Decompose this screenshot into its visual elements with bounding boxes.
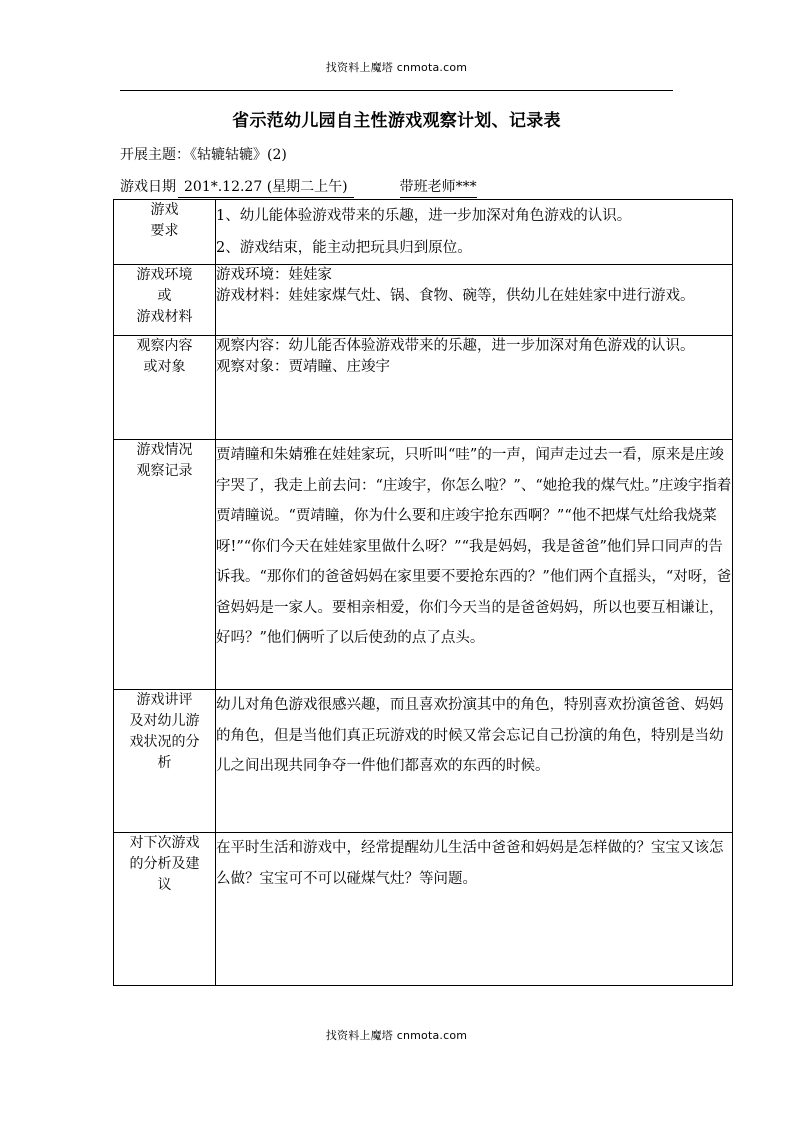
row-content [216,265,733,336]
theme-value: 《轱辘轱辘》(2) [190,147,287,163]
table-row [114,265,733,336]
table-row [114,440,733,690]
page-header: 找资料上魔塔 cnmota.com [325,61,468,74]
content-paragraph: 观察内容：幼儿能否体验游戏带来的乐趣，进一步加深对角色游戏的认识。 [216,338,695,354]
header-rule [120,90,673,91]
label-line: 议 [157,877,172,893]
content-paragraph: 游戏环境：娃娃家 [216,267,332,283]
content-paragraph: 观察对象：贾靖瞳、庄竣宇 [216,359,390,375]
label-line: 戏状况的分 [129,734,200,750]
label-line: 观察内容 [136,338,193,354]
label-line: 析 [157,755,172,771]
row-content [216,200,733,265]
observation-table [113,199,733,986]
theme-label: 开展主题： [120,147,190,163]
theme-line [120,144,287,164]
label-line: 游戏讲评 [136,692,193,708]
content-paragraph: 幼儿对角色游戏很感兴趣，而且喜欢扮演其中的角色，特别喜欢扮演爸爸、妈妈的角色，但是当他们真正玩游戏的时候又常会忘记自己扮演的角色，特别是当幼儿之间出现共同争夺一件他们都喜欢的东西的时候。 [216,697,724,774]
row-content [216,690,733,833]
label-line: 要求 [150,223,179,239]
table-row [114,690,733,833]
label-line: 对下次游戏 [129,835,200,851]
teacher-field: 带班老师*** [400,176,477,198]
date-label: 游戏日期 [120,179,176,195]
row-label [114,265,216,336]
row-label [114,440,216,690]
content-paragraph: 在平时生活和游戏中，经常提醒幼儿生活中爸爸和妈妈是怎样做的？宝宝又该怎么做？宝宝可不可以碰煤气灶？等问题。 [216,840,724,887]
row-label [114,833,216,986]
label-line: 游戏环境 [136,267,193,283]
page-footer: 找资料上魔塔 cnmota.com [325,1029,468,1042]
label-line: 游戏材料 [136,309,193,325]
document-title: 省示范幼儿园自主性游戏观察计划、记录表 [232,111,561,131]
label-line: 观察记录 [136,463,193,479]
date-value: 201*.12.27 (星期二上午) [178,176,354,198]
label-line: 游戏 [150,202,179,218]
content-paragraph: 游戏材料：娃娃家煤气灶、锅、食物、碗等，供幼儿在娃娃家中进行游戏。 [216,288,695,304]
content-paragraph: 2、游戏结束，能主动把玩具归到原位。 [216,240,472,256]
row-label [114,336,216,440]
date-line [120,176,477,198]
label-line: 及对幼儿游 [129,713,200,729]
row-content [216,440,733,690]
row-content [216,336,733,440]
table-row [114,200,733,265]
label-line: 或 [157,288,172,304]
label-line: 或对象 [143,359,186,375]
content-paragraph: 1、幼儿能体验游戏带来的乐趣，进一步加深对角色游戏的认识。 [216,208,632,224]
row-content [216,833,733,986]
row-label [114,200,216,265]
label-line: 的分析及建 [129,856,200,872]
label-line: 游戏情况 [136,442,193,458]
table-row [114,336,733,440]
content-paragraph: 贾靖瞳和朱婧雅在娃娃家玩，只听叫“哇”的一声，闻声走过去一看，原来是庄竣宇哭了，我走上前去问：“庄竣宇，你怎么啦？”、“她抢我的煤气灶。”庄竣宇指着贾靖瞳说。“贾靖瞳，你为什么要和庄竣宇抢东西啊？”“他不把煤气灶给我烧菜呀!”“你们今天在娃娃家里做什么呀？”“我是妈妈，我是爸爸”他们异口同声的告诉我。“那你们的爸爸妈妈在家里要不要抢东西的？”他们两个直摇头，“对呀，爸爸妈妈是一家人。要相亲相爱，你们今天当的是爸爸妈妈，所以也要互相谦让，好吗？”他们俩听了以后使劲的点了点头。 [216,447,732,646]
row-label [114,690,216,833]
table-row [114,833,733,986]
